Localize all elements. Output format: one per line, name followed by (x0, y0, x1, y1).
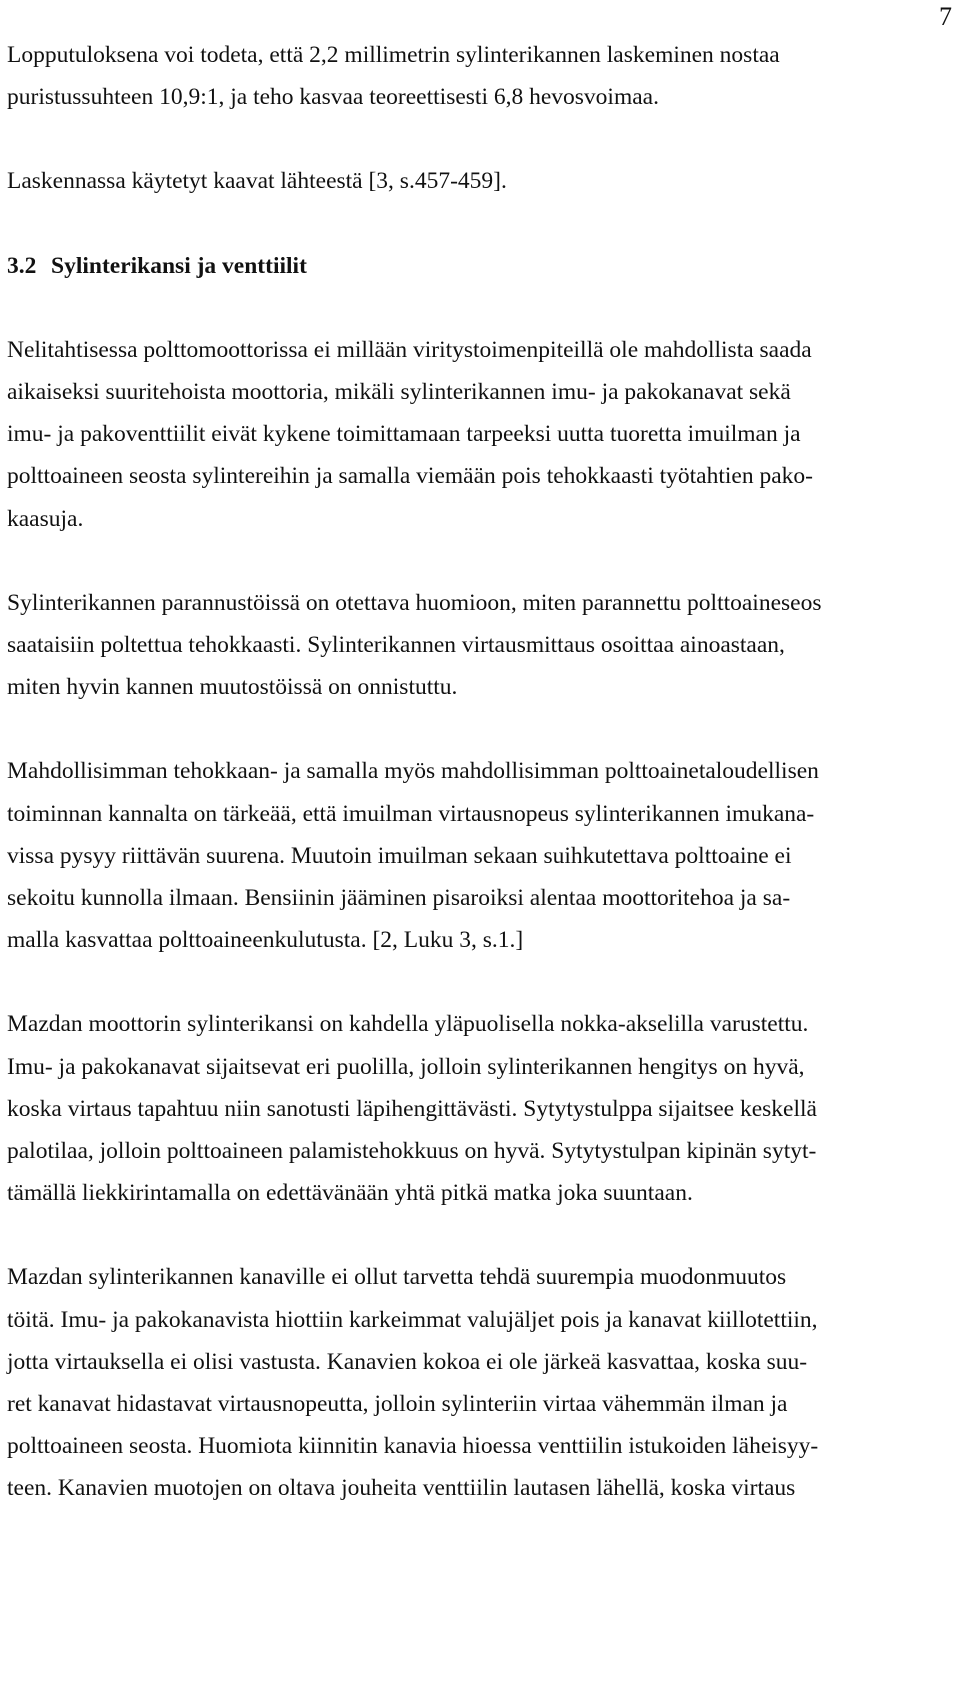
section-heading (7, 245, 952, 287)
text-line: jotta virtauksella ei olisi vastusta. Kanavien kokoa ei ole järkeä kasvattaa, koska suu- (7, 1348, 808, 1375)
text-line: polttoaineen seosta. Huomiota kiinnitin kanavia hioessa venttiilin istukoiden läheisyy- (7, 1433, 819, 1460)
body-paragraph-2 (7, 582, 952, 709)
text-line: polttoaineen seosta sylintereihin ja samalla viemään pois tehokkaasti työtahtien pako- (7, 463, 813, 490)
text-line: puristussuhteen 10,9:1, ja teho kasvaa teoreettisesti 6,8 hevosvoimaa. (7, 84, 659, 111)
text-line: miten hyvin kannen muutostöissä on onnistuttu. (7, 674, 458, 701)
intro-paragraph-2 (7, 160, 952, 202)
text-line: palotilaa, jolloin polttoaineen palamistehokkuus on hyvä. Sytytystulpan kipinän sytyt- (7, 1138, 817, 1165)
page-number: 7 (939, 2, 952, 31)
body-paragraph-5 (7, 1256, 952, 1509)
paragraph-spacer (7, 203, 952, 245)
text-line: vissa pysyy riittävän suurena. Muutoin imuilman sekaan suihkutettava polttoaine ei (7, 842, 792, 869)
text-line: Mazdan sylinterikannen kanaville ei ollut tarvetta tehdä suurempia muodonmuutos (7, 1264, 787, 1291)
paragraph-spacer (7, 287, 952, 329)
text-line: Nelitahtisessa polttomoottorissa ei millään viritystoimenpiteillä ole mahdollista saada (7, 336, 812, 363)
text-line: töitä. Imu- ja pakokanavista hiottiin karkeimmat valujäljet pois ja kanavat kiillotettiin, (7, 1306, 818, 1333)
text-line: teen. Kanavien muotojen on oltava jouheita venttiilin lautasen lähellä, koska virtaus (7, 1475, 796, 1502)
text-line: kaasuja. (7, 505, 84, 532)
paragraph-spacer (7, 118, 952, 160)
text-line: Mazdan moottorin sylinterikansi on kahdella yläpuolisella nokka-akselilla varustettu. (7, 1011, 809, 1038)
paragraph-spacer (7, 961, 952, 1003)
text-line: koska virtaus tapahtuu niin sanotusti läpihengittävästi. Sytytystulppa sijaitsee keskellä (7, 1095, 817, 1122)
paragraph-spacer (7, 540, 952, 582)
text-line: Imu- ja pakokanavat sijaitsevat eri puolilla, jolloin sylinterikannen hengitys on hyvä, (7, 1053, 805, 1080)
body-paragraph-3 (7, 750, 952, 961)
body-paragraph-1 (7, 329, 952, 540)
text-line: ret kanavat hidastavat virtausnopeutta, jolloin sylinteriin virtaa vähemmän ilman ja (7, 1391, 788, 1418)
section-title: Sylinterikansi ja venttiilit (51, 252, 307, 279)
text-line: saataisiin poltettua tehokkaasti. Sylinterikannen virtausmittaus osoittaa ainoastaan, (7, 632, 785, 659)
text-line: tämällä liekkirintamalla on edettävänään yhtä pitkä matka joka suuntaan. (7, 1180, 693, 1207)
intro-paragraph-1 (7, 34, 952, 118)
text-line: toiminnan kannalta on tärkeää, että imuilman virtausnopeus sylinterikannen imukana- (7, 800, 815, 827)
text-line: Laskennassa käytetyt kaavat lähteestä [3, s.457-459]. (7, 168, 507, 195)
text-line: Mahdollisimman tehokkaan- ja samalla myös mahdollisimman polttoainetaloudellisen (7, 758, 819, 785)
text-line: Sylinterikannen parannustöissä on otettava huomioon, miten parannettu polttoaineseos (7, 589, 822, 616)
text-line: Lopputuloksena voi todeta, että 2,2 millimetrin sylinterikannen laskeminen nostaa (7, 42, 780, 68)
paragraph-spacer (7, 1214, 952, 1256)
text-line: malla kasvattaa polttoaineenkulutusta. [2, Luku 3, s.1.] (7, 927, 524, 954)
body-paragraph-4 (7, 1003, 952, 1214)
text-line: sekoitu kunnolla ilmaan. Bensiinin jääminen pisaroiksi alentaa moottoritehoa ja sa- (7, 885, 791, 912)
section-number: 3.2 (7, 252, 37, 279)
text-line: imu- ja pakoventtiilit eivät kykene toimittamaan tarpeeksi uutta tuoretta imuilman ja (7, 421, 801, 448)
page-content (7, 34, 952, 1510)
paragraph-spacer (7, 708, 952, 750)
text-line: aikaiseksi suuritehoista moottoria, mikäli sylinterikannen imu- ja pakokanavat sekä (7, 379, 791, 406)
